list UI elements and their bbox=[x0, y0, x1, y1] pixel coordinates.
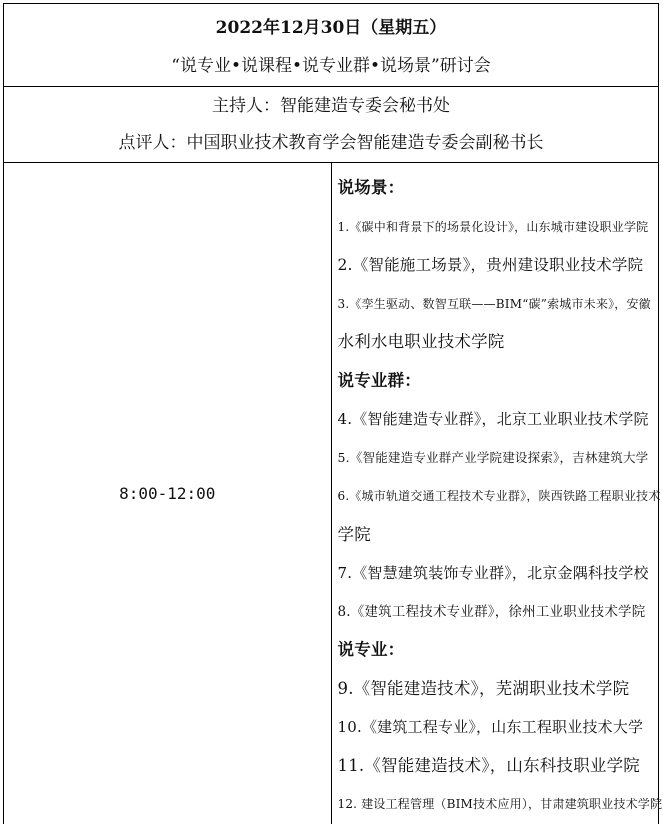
list-item: 4.《智能建造专业群》，北京工业职业技术学院 bbox=[337, 410, 649, 428]
list-item: 9.《智能建造技术》，芜湖职业技术学院 bbox=[337, 678, 630, 698]
hosts-row bbox=[4, 87, 659, 163]
list-item: 8.《建筑工程技术专业群》，徐州工业职业技术学院 bbox=[337, 603, 646, 620]
list-item: 3.《孪生驱动、数智互联——BIM“碳”索城市未来》，安徽 bbox=[337, 296, 651, 311]
date-line: 2022年12月30日（星期五） bbox=[215, 18, 447, 38]
section-title-scene: 说场景： bbox=[337, 178, 405, 197]
section-title-major-group: 说专业群： bbox=[337, 370, 421, 390]
list-item-continuation: 学院 bbox=[337, 524, 371, 544]
section-title-major: 说专业： bbox=[337, 640, 405, 659]
header-row bbox=[4, 4, 659, 87]
list-item: 12. 建设工程管理（BIM技术应用），甘肃建筑职业技术学院 bbox=[337, 797, 663, 811]
session-time: 8:00-12:00 bbox=[4, 163, 332, 824]
list-item-continuation: 水利水电职业技术学院 bbox=[337, 332, 505, 351]
session-row bbox=[4, 163, 659, 824]
host-line: 主持人：智能建造专委会秘书处 bbox=[212, 95, 450, 116]
list-item: 6.《城市轨道交通工程技术专业群》，陕西铁路工程职业技术 bbox=[337, 489, 661, 503]
list-item: 7.《智慧建筑装饰专业群》，北京金隅科技学校 bbox=[337, 564, 649, 582]
event-title: “说专业•说课程•说专业群•说场景”研讨会 bbox=[171, 56, 491, 76]
schedule-table bbox=[3, 3, 663, 824]
list-item: 5.《智能建造专业群产业学院建设探索》，吉林建筑大学 bbox=[337, 449, 649, 465]
list-item: 11.《智能建造技术》，山东科技职业学院 bbox=[337, 755, 640, 775]
list-item: 1.《碳中和背景下的场景化设计》，山东城市建设职业学院 bbox=[337, 219, 649, 234]
reviewer-line: 点评人：中国职业技术教育学会智能建造专委会副秘书长 bbox=[118, 132, 544, 153]
header-cell bbox=[4, 4, 659, 87]
session-content bbox=[331, 163, 663, 824]
list-item: 10.《建筑工程专业》，山东工程职业技术大学 bbox=[337, 718, 644, 736]
hosts-cell bbox=[4, 87, 659, 163]
list-item: 2.《智能施工场景》，贵州建设职业技术学院 bbox=[337, 256, 644, 274]
